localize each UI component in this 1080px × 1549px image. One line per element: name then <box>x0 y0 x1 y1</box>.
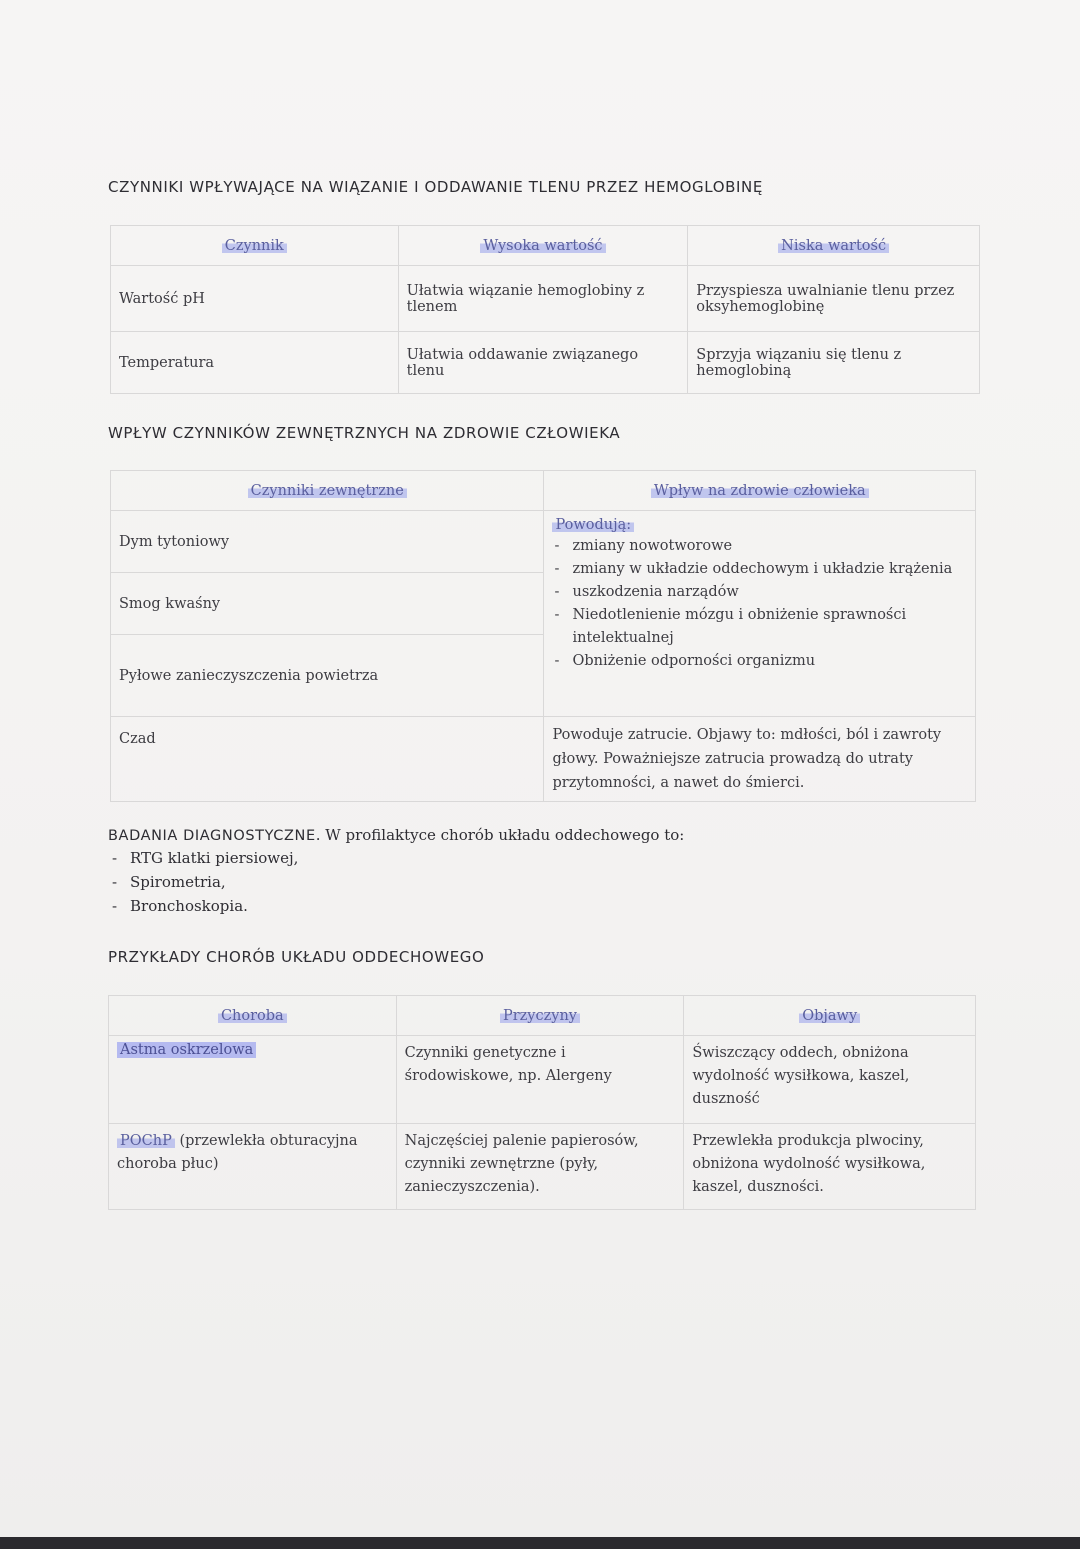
section-2-title: WPŁYW CZYNNIKÓW ZEWNĘTRZNYCH NA ZDROWIE CZŁOWIEKA <box>108 424 621 442</box>
header-czynnik: Czynnik <box>111 226 399 266</box>
cell-causes: Najczęściej palenie papierosów, czynniki zewnętrzne (pyły, zanieczyszczenia). <box>396 1124 684 1210</box>
header-niska: Niska wartość <box>688 226 980 266</box>
diagnostics-title-line <box>108 826 868 844</box>
header-wysoka: Wysoka wartość <box>398 226 688 266</box>
cell-factor: Temperatura <box>111 332 399 394</box>
cell-causes: Czynniki genetyczne i środowiskowe, np. Alergeny <box>396 1036 684 1124</box>
header-objawy: Objawy <box>684 996 976 1036</box>
diagnostics-block <box>108 826 868 918</box>
diagnostics-subtitle: . W profilaktyce chorób układu oddechowego to: <box>315 826 685 844</box>
cell-high: Ułatwia wiązanie hemoglobiny z tlenem <box>398 266 688 332</box>
cell-factor: Dym tytoniowy <box>111 511 544 573</box>
list-item: - uszkodzenia narządów <box>552 581 967 604</box>
table-row <box>109 1036 976 1124</box>
table-row <box>111 266 980 332</box>
effects-intro: Powodują: <box>552 517 967 533</box>
list-item: - zmiany w układzie oddechowym i układzie krążenia <box>552 558 967 581</box>
list-item: - RTG klatki piersiowej, <box>108 846 868 870</box>
diseases-table <box>108 995 976 1210</box>
section-4-title: PRZYKŁADY CHORÓB UKŁADU ODDECHOWEGO <box>108 948 485 966</box>
cell-factor: Wartość pH <box>111 266 399 332</box>
list-item: - Bronchoskopia. <box>108 894 868 918</box>
section-1-title: CZYNNIKI WPŁYWAJĄCE NA WIĄZANIE I ODDAWANIE TLENU PRZEZ HEMOGLOBINĘ <box>108 178 763 196</box>
cell-low: Przyspiesza uwalnianie tlenu przez oksyhemoglobinę <box>688 266 980 332</box>
cell-symptoms: Świszczący oddech, obniżona wydolność wysiłkowa, kaszel, duszność <box>684 1036 976 1124</box>
cell-low: Sprzyja wiązaniu się tlenu z hemoglobiną <box>688 332 980 394</box>
cell-disease: Astma oskrzelowa <box>109 1036 397 1124</box>
table-row <box>109 1124 976 1210</box>
list-item: - Spirometria, <box>108 870 868 894</box>
header-wplyw: Wpływ na zdrowie człowieka <box>544 471 976 511</box>
effects-list <box>552 535 967 673</box>
hemoglobin-table <box>110 225 980 394</box>
table-row <box>111 511 976 573</box>
external-factors-table <box>110 470 976 802</box>
diagnostics-list <box>108 846 868 918</box>
list-item: - Niedotlenienie mózgu i obniżenie sprawności intelektualnej <box>552 604 967 650</box>
cell-symptoms: Przewlekła produkcja plwociny, obniżona wydolność wysiłkowa, kaszel, duszności. <box>684 1124 976 1210</box>
list-item: - Obniżenie odporności organizmu <box>552 650 967 673</box>
header-choroba: Choroba <box>109 996 397 1036</box>
cell-factor: Pyłowe zanieczyszczenia powietrza <box>111 635 544 717</box>
page-edge <box>0 1537 1080 1549</box>
cell-factor: Czad <box>111 717 544 802</box>
cell-factor: Smog kwaśny <box>111 573 544 635</box>
table-row <box>111 717 976 802</box>
cell-effects <box>544 511 976 717</box>
cell-czad-effect: Powoduje zatrucie. Objawy to: mdłości, ból i zawroty głowy. Poważniejsze zatrucia prowadzą do utraty przytomności, a nawet do śmierci. <box>544 717 976 802</box>
header-czynniki-zewnetrzne: Czynniki zewnętrzne <box>111 471 544 511</box>
table-row <box>111 332 980 394</box>
header-przyczyny: Przyczyny <box>396 996 684 1036</box>
cell-disease: POChP (przewlekła obturacyjna choroba płuc) <box>109 1124 397 1210</box>
list-item: - zmiany nowotworowe <box>552 535 967 558</box>
cell-high: Ułatwia oddawanie związanego tlenu <box>398 332 688 394</box>
diagnostics-title: BADANIA DIAGNOSTYCZNE <box>108 828 316 844</box>
